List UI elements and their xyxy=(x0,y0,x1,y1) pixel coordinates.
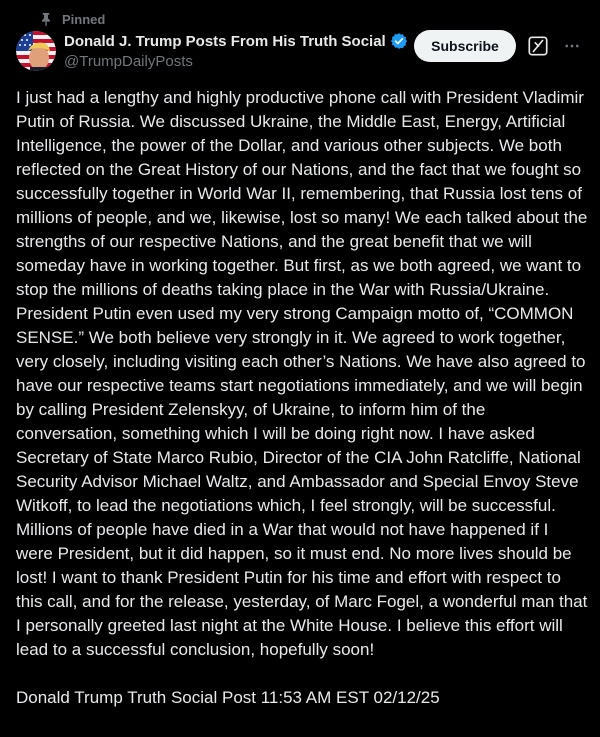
grok-icon[interactable] xyxy=(524,32,552,60)
display-name-row xyxy=(64,31,404,51)
post-author xyxy=(64,31,404,70)
pinned-indicator xyxy=(38,10,105,28)
display-name[interactable]: Donald J. Trump Posts From His Truth Social xyxy=(64,32,386,50)
post-text: I just had a lengthy and highly productive phone call with President Vladimir Putin of Russia. We discussed Ukraine, the Middle East, Energy, Artificial Intelligence, the power of the Dollar, and various other subjects. We both reflected on the Great History of our Nations, and the fact that we fought so successfully together in World War II, remembering, that Russia lost tens of millions of people, and we, likewise, lost so many! We each talked about the strengths of our respective Nations, and the great benefit that we will someday have in working together. But first, as we both agreed, we want to stop the millions of deaths taking place in the War with Russia/Ukraine. President Putin even used my very strong Campaign motto of, “COMMON SENSE.” We both believe very strongly in it. We agreed to work together, very closely, including visiting each other’s Nations. We have also agreed to have our respective teams start negotiations immediately, and we will begin by calling President Zelenskyy, of Ukraine, to inform him of the conversation, something which I will be doing right now. I have asked Secretary of State Marco Rubio, Director of the CIA John Ratcliffe, National Security Advisor Michael Waltz, and Ambassador and Special Envoy Steve Witkoff, to lead the negotiations which, I feel strongly, will be successful. Millions of people have died in a War that would not have happened if I were President, but it did happen, so it must end. No more lives should be lost! I want to thank President Putin for his time and effort with respect to this call, and for the release, yesterday, of Marc Fogel, a wonderful man that I personally greeted last night at the White House. I believe this effort will lead to a successful conclusion, hopefully soon! Donald Trump Truth Social Post 11:53 AM EST 02/12/25 xyxy=(16,88,588,707)
pinned-label: Pinned xyxy=(62,11,106,27)
more-options-icon[interactable] xyxy=(560,34,584,58)
user-handle[interactable]: @TrumpDailyPosts xyxy=(64,53,193,70)
verified-badge-icon xyxy=(390,32,408,50)
subscribe-button[interactable]: Subscribe xyxy=(414,30,516,62)
pin-icon xyxy=(38,11,54,27)
avatar[interactable] xyxy=(16,31,56,71)
